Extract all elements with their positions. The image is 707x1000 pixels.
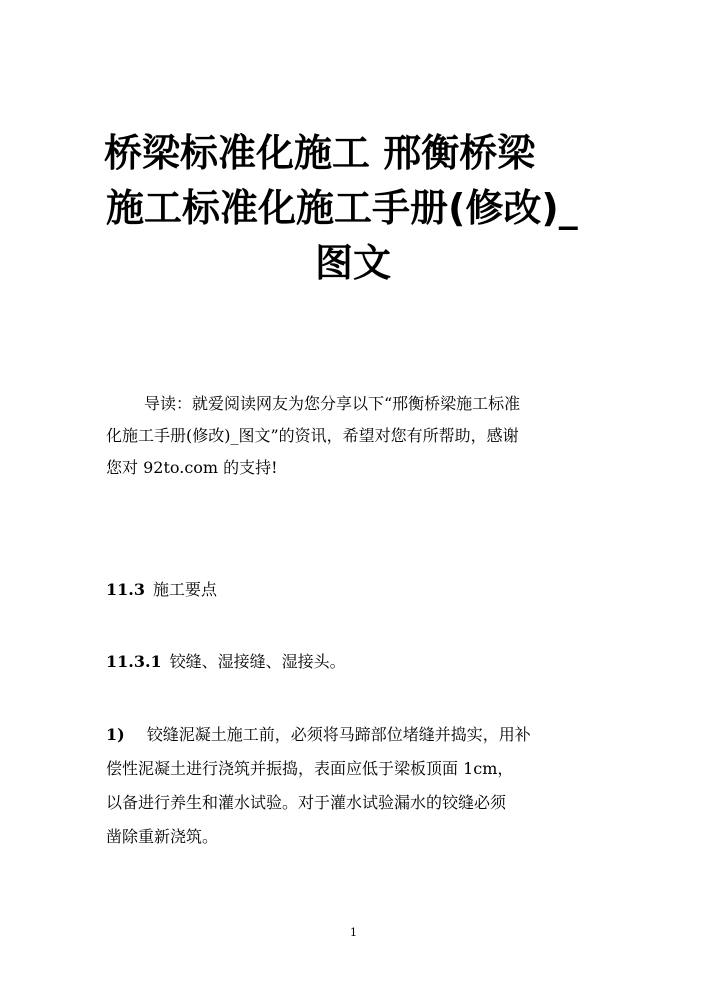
section-number: 11.3 (106, 580, 145, 599)
document-title (100, 126, 660, 291)
title-line: 桥梁标准化施工 邢衡桥梁 (104, 131, 536, 175)
page-number: 1 (350, 926, 357, 939)
paragraph-line (106, 718, 531, 752)
title-line: 施工标准化施工手册(修改)_ (106, 186, 578, 230)
intro-line: 您对 92to.com 的支持! (106, 458, 278, 477)
body-paragraph (106, 718, 531, 854)
subsection-title: 铰缝、湿接缝、湿接头。 (169, 652, 346, 671)
subsection-number: 11.3.1 (106, 652, 162, 671)
intro-paragraph (106, 388, 520, 484)
paragraph-line-text: 铰缝泥凝土施工前，必须将马蹄部位堵缝并捣实，用补 (146, 725, 531, 744)
paragraph-line: 以备进行养生和灌水试验。对于灌水试验漏水的铰缝必须 (106, 793, 507, 812)
list-marker: 1) (106, 725, 125, 744)
intro-line: 化施工手册(修改)_图文”的资讯，希望对您有所帮助，感谢 (106, 426, 519, 445)
paragraph-line: 偿性泥凝土进行浇筑并振捣，表面应低于梁板顶面 1cm， (106, 759, 514, 778)
paragraph-line: 凿除重新浇筑。 (106, 827, 219, 846)
subsection-heading (106, 646, 346, 678)
title-line: 图文 (315, 241, 392, 285)
section-heading (106, 574, 217, 606)
intro-line: 导读：就爱阅读网友为您分享以下“邢衡桥梁施工标准 (144, 394, 521, 413)
section-title: 施工要点 (152, 580, 217, 599)
